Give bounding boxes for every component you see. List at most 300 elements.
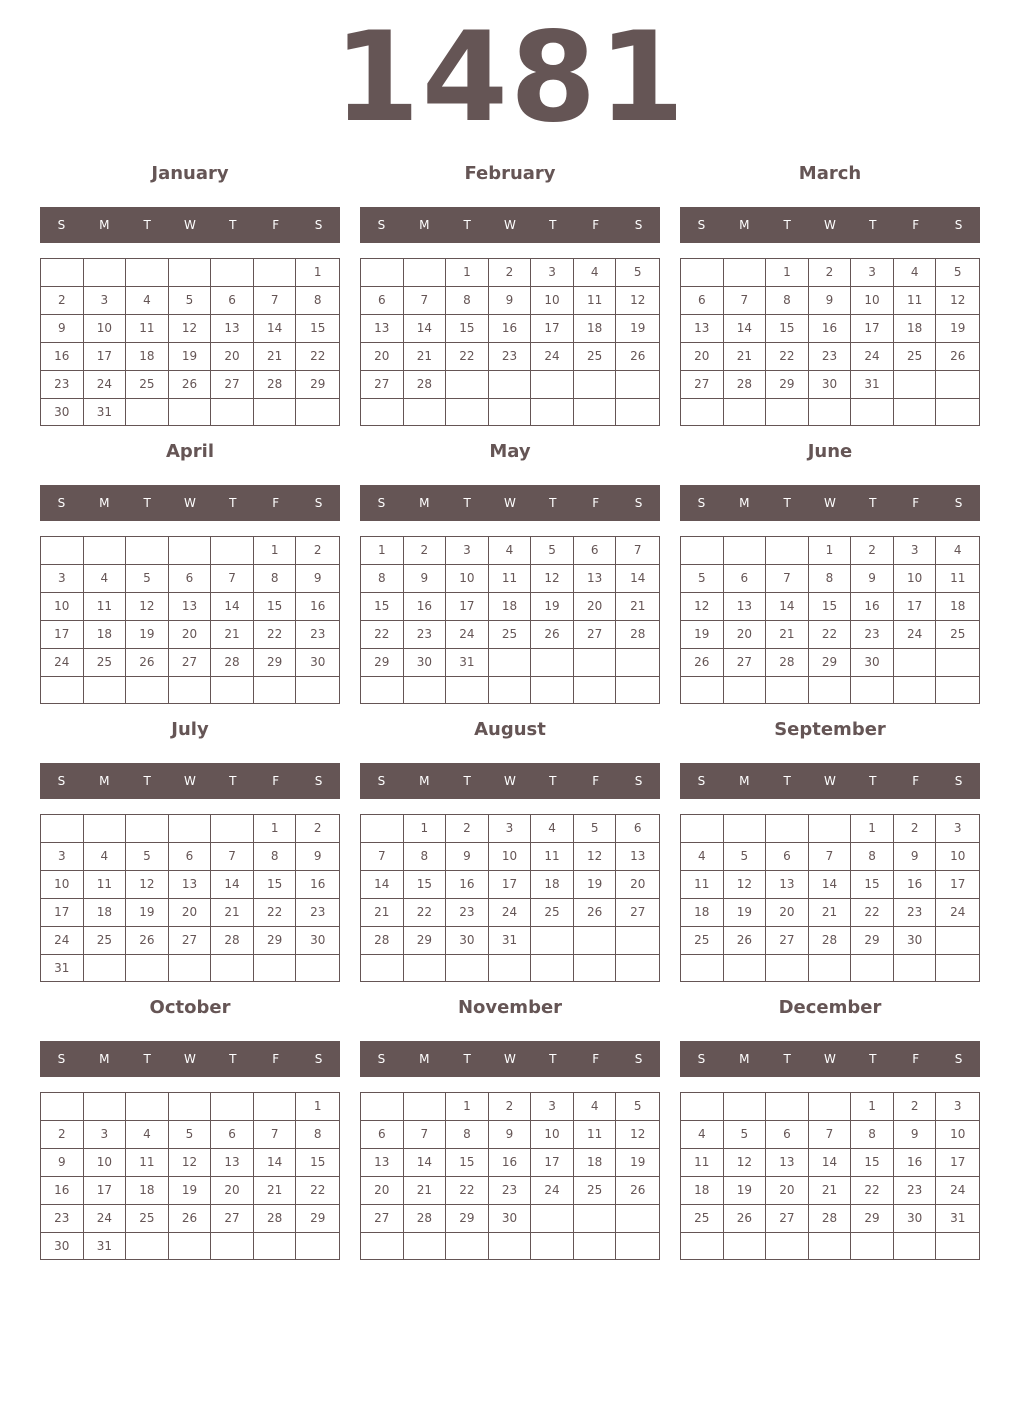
empty-cell [894, 399, 937, 425]
day-cell: 25 [126, 1205, 169, 1233]
day-cell: 21 [361, 899, 404, 927]
day-cell: 10 [489, 843, 532, 871]
day-cell: 7 [766, 565, 809, 593]
day-cell: 10 [41, 593, 84, 621]
empty-cell [851, 399, 894, 425]
day-cell: 11 [894, 287, 937, 315]
empty-cell [616, 1233, 659, 1259]
day-cell: 1 [361, 537, 404, 565]
day-grid [360, 536, 660, 704]
day-cell: 5 [126, 843, 169, 871]
day-cell: 9 [296, 843, 339, 871]
weekday-label: W [504, 218, 516, 232]
empty-cell [126, 677, 169, 703]
day-cell: 22 [254, 899, 297, 927]
day-cell: 21 [766, 621, 809, 649]
day-cell: 24 [936, 899, 979, 927]
empty-cell [894, 649, 937, 677]
weekday-label: M [419, 218, 430, 232]
empty-cell [531, 371, 574, 399]
day-cell: 28 [211, 649, 254, 677]
empty-cell [296, 399, 339, 426]
day-cell: 26 [616, 1177, 659, 1205]
day-cell: 8 [851, 843, 894, 871]
day-cell: 9 [446, 843, 489, 871]
weekday-label: F [272, 1052, 280, 1066]
day-cell: 13 [211, 315, 254, 343]
day-cell: 10 [84, 1149, 127, 1177]
day-cell: 13 [574, 565, 617, 593]
empty-cell [574, 677, 617, 703]
day-cell: 26 [531, 621, 574, 649]
day-cell: 4 [126, 287, 169, 315]
day-cell: 27 [211, 1205, 254, 1233]
day-cell: 2 [851, 537, 894, 565]
day-cell: 16 [446, 871, 489, 899]
empty-cell [126, 955, 169, 982]
weekday-header [40, 207, 340, 243]
day-cell: 7 [211, 565, 254, 593]
weekday-label: W [824, 218, 836, 232]
day-cell: 20 [724, 621, 767, 649]
empty-cell [254, 1233, 297, 1260]
month-name: October [149, 997, 231, 1018]
weekday-label: F [912, 774, 920, 788]
day-cell: 17 [936, 1149, 979, 1177]
day-cell: 15 [254, 871, 297, 899]
day-cell: 23 [851, 621, 894, 649]
day-cell: 1 [296, 259, 339, 287]
day-cell: 3 [489, 815, 532, 843]
empty-cell [254, 677, 297, 703]
day-grid [40, 258, 340, 426]
day-grid [680, 814, 980, 982]
day-cell: 9 [489, 287, 532, 315]
empty-cell [936, 371, 979, 399]
day-cell: 31 [851, 371, 894, 399]
day-cell: 21 [404, 1177, 447, 1205]
day-cell: 1 [254, 537, 297, 565]
empty-cell [361, 399, 404, 425]
day-cell: 4 [681, 1121, 724, 1149]
day-cell: 17 [41, 899, 84, 927]
empty-cell [126, 815, 169, 843]
day-cell: 12 [681, 593, 724, 621]
empty-cell [724, 1093, 767, 1121]
day-cell: 5 [531, 537, 574, 565]
day-cell: 22 [404, 899, 447, 927]
day-cell: 23 [296, 621, 339, 649]
day-grid [360, 1092, 660, 1260]
empty-cell [681, 1233, 724, 1259]
day-cell: 26 [724, 1205, 767, 1233]
day-cell: 23 [809, 343, 852, 371]
empty-cell [361, 815, 404, 843]
weekday-label: W [184, 218, 196, 232]
day-cell: 30 [296, 927, 339, 955]
month-name: May [489, 441, 531, 462]
day-cell: 28 [361, 927, 404, 955]
day-cell: 5 [616, 259, 659, 287]
day-cell: 13 [766, 871, 809, 899]
day-cell: 17 [446, 593, 489, 621]
day-cell: 14 [211, 593, 254, 621]
weekday-label: W [504, 774, 516, 788]
day-cell: 21 [809, 1177, 852, 1205]
day-cell: 10 [41, 871, 84, 899]
empty-cell [126, 1093, 169, 1121]
day-cell: 1 [851, 815, 894, 843]
day-cell: 28 [809, 927, 852, 955]
weekday-label: W [184, 496, 196, 510]
weekday-label: T [229, 774, 237, 788]
empty-cell [446, 1233, 489, 1259]
day-cell: 22 [851, 899, 894, 927]
day-cell: 12 [126, 871, 169, 899]
day-cell: 2 [296, 537, 339, 565]
day-cell: 1 [254, 815, 297, 843]
day-grid [40, 536, 340, 704]
day-cell: 2 [296, 815, 339, 843]
empty-cell [169, 815, 212, 843]
weekday-header [680, 207, 980, 243]
weekday-label: T [549, 496, 557, 510]
empty-cell [404, 677, 447, 703]
day-cell: 20 [616, 871, 659, 899]
day-cell: 31 [84, 399, 127, 426]
empty-cell [724, 955, 767, 981]
day-cell: 28 [766, 649, 809, 677]
empty-cell [616, 649, 659, 677]
day-cell: 7 [809, 1121, 852, 1149]
empty-cell [574, 399, 617, 425]
day-cell: 28 [724, 371, 767, 399]
day-cell: 7 [254, 1121, 297, 1149]
day-cell: 26 [169, 371, 212, 399]
weekday-label: S [377, 496, 386, 510]
day-cell: 5 [574, 815, 617, 843]
empty-cell [446, 399, 489, 425]
empty-cell [361, 955, 404, 981]
day-cell: 8 [296, 287, 339, 315]
day-cell: 7 [616, 537, 659, 565]
weekday-label: M [739, 496, 750, 510]
day-cell: 3 [936, 815, 979, 843]
day-cell: 2 [809, 259, 852, 287]
empty-cell [681, 537, 724, 565]
empty-cell [169, 537, 212, 565]
day-cell: 6 [766, 1121, 809, 1149]
day-cell: 23 [41, 1205, 84, 1233]
empty-cell [936, 677, 979, 703]
day-grid [360, 814, 660, 982]
weekday-label: S [57, 218, 66, 232]
empty-cell [724, 1233, 767, 1259]
day-cell: 25 [126, 371, 169, 399]
empty-cell [724, 399, 767, 425]
day-cell: 8 [446, 287, 489, 315]
day-cell: 29 [254, 927, 297, 955]
weekday-label: M [99, 774, 110, 788]
day-cell: 24 [936, 1177, 979, 1205]
empty-cell [489, 955, 532, 981]
day-cell: 28 [404, 371, 447, 399]
day-cell: 5 [681, 565, 724, 593]
day-cell: 21 [211, 899, 254, 927]
day-cell: 18 [936, 593, 979, 621]
day-cell: 11 [84, 871, 127, 899]
day-cell: 12 [574, 843, 617, 871]
empty-cell [681, 815, 724, 843]
weekday-label: W [824, 774, 836, 788]
weekday-header [680, 763, 980, 799]
empty-cell [766, 1233, 809, 1259]
weekday-label: T [549, 1052, 557, 1066]
day-cell: 24 [41, 649, 84, 677]
day-cell: 15 [296, 1149, 339, 1177]
weekday-label: T [783, 218, 791, 232]
day-cell: 19 [126, 621, 169, 649]
day-cell: 6 [766, 843, 809, 871]
day-cell: 7 [724, 287, 767, 315]
day-cell: 16 [41, 1177, 84, 1205]
empty-cell [41, 677, 84, 703]
day-cell: 16 [809, 315, 852, 343]
day-cell: 29 [296, 371, 339, 399]
day-cell: 27 [211, 371, 254, 399]
empty-cell [766, 677, 809, 703]
weekday-label: T [463, 496, 471, 510]
day-cell: 8 [766, 287, 809, 315]
day-cell: 11 [126, 1149, 169, 1177]
day-cell: 9 [404, 565, 447, 593]
day-cell: 28 [254, 1205, 297, 1233]
day-cell: 14 [404, 315, 447, 343]
empty-cell [446, 955, 489, 981]
empty-cell [404, 1233, 447, 1259]
empty-cell [126, 259, 169, 287]
day-cell: 18 [894, 315, 937, 343]
day-cell: 4 [574, 259, 617, 287]
empty-cell [296, 1233, 339, 1260]
weekday-header [40, 1041, 340, 1077]
day-cell: 24 [41, 927, 84, 955]
month-name: March [798, 163, 862, 184]
day-cell: 30 [296, 649, 339, 677]
day-cell: 14 [361, 871, 404, 899]
weekday-header [680, 485, 980, 521]
day-cell: 17 [936, 871, 979, 899]
day-cell: 14 [616, 565, 659, 593]
day-cell: 2 [404, 537, 447, 565]
weekday-header [360, 207, 660, 243]
day-cell: 2 [41, 287, 84, 315]
empty-cell [894, 677, 937, 703]
day-cell: 7 [361, 843, 404, 871]
day-cell: 15 [766, 315, 809, 343]
empty-cell [766, 399, 809, 425]
day-cell: 15 [404, 871, 447, 899]
day-cell: 6 [211, 1121, 254, 1149]
day-cell: 17 [894, 593, 937, 621]
weekday-label: S [634, 496, 643, 510]
day-cell: 27 [681, 371, 724, 399]
day-cell: 13 [169, 593, 212, 621]
weekday-label: T [143, 1052, 151, 1066]
day-cell: 19 [936, 315, 979, 343]
day-cell: 8 [446, 1121, 489, 1149]
empty-cell [531, 927, 574, 955]
day-cell: 7 [254, 287, 297, 315]
day-cell: 1 [404, 815, 447, 843]
day-cell: 1 [809, 537, 852, 565]
empty-cell [574, 649, 617, 677]
day-cell: 19 [169, 1177, 212, 1205]
day-cell: 3 [851, 259, 894, 287]
empty-cell [169, 399, 212, 426]
day-cell: 12 [724, 871, 767, 899]
day-cell: 21 [724, 343, 767, 371]
day-cell: 11 [489, 565, 532, 593]
day-cell: 11 [681, 1149, 724, 1177]
empty-cell [446, 677, 489, 703]
day-cell: 6 [724, 565, 767, 593]
day-cell: 25 [936, 621, 979, 649]
weekday-label: T [143, 218, 151, 232]
month-name: January [151, 163, 229, 184]
empty-cell [84, 815, 127, 843]
empty-cell [616, 927, 659, 955]
day-cell: 31 [446, 649, 489, 677]
weekday-label: T [783, 496, 791, 510]
day-cell: 10 [851, 287, 894, 315]
empty-cell [211, 537, 254, 565]
day-cell: 12 [936, 287, 979, 315]
empty-cell [169, 955, 212, 982]
day-cell: 2 [489, 1093, 532, 1121]
empty-cell [616, 371, 659, 399]
day-cell: 28 [211, 927, 254, 955]
weekday-label: T [869, 774, 877, 788]
weekday-label: W [824, 1052, 836, 1066]
day-cell: 24 [446, 621, 489, 649]
day-cell: 2 [489, 259, 532, 287]
weekday-label: W [184, 1052, 196, 1066]
empty-cell [894, 955, 937, 981]
empty-cell [574, 1233, 617, 1259]
day-cell: 26 [936, 343, 979, 371]
day-cell: 18 [126, 1177, 169, 1205]
day-cell: 20 [574, 593, 617, 621]
day-cell: 11 [681, 871, 724, 899]
weekday-label: M [99, 496, 110, 510]
weekday-label: F [912, 496, 920, 510]
empty-cell [489, 1233, 532, 1259]
day-cell: 20 [169, 899, 212, 927]
day-cell: 14 [254, 1149, 297, 1177]
day-cell: 10 [531, 1121, 574, 1149]
month-name: July [171, 719, 209, 740]
day-cell: 12 [616, 1121, 659, 1149]
weekday-label: S [57, 774, 66, 788]
day-cell: 19 [724, 1177, 767, 1205]
day-cell: 24 [84, 1205, 127, 1233]
day-cell: 27 [169, 927, 212, 955]
day-cell: 6 [169, 843, 212, 871]
empty-cell [404, 259, 447, 287]
day-cell: 17 [851, 315, 894, 343]
day-cell: 27 [616, 899, 659, 927]
day-cell: 6 [211, 287, 254, 315]
day-cell: 27 [361, 371, 404, 399]
day-cell: 20 [211, 343, 254, 371]
day-cell: 4 [936, 537, 979, 565]
day-cell: 1 [446, 1093, 489, 1121]
day-cell: 27 [361, 1205, 404, 1233]
day-cell: 18 [574, 315, 617, 343]
day-cell: 23 [296, 899, 339, 927]
day-cell: 23 [894, 1177, 937, 1205]
day-cell: 27 [766, 1205, 809, 1233]
empty-cell [254, 1093, 297, 1121]
day-cell: 18 [681, 1177, 724, 1205]
day-cell: 29 [446, 1205, 489, 1233]
empty-cell [724, 815, 767, 843]
day-cell: 4 [126, 1121, 169, 1149]
day-cell: 15 [254, 593, 297, 621]
day-cell: 1 [296, 1093, 339, 1121]
day-grid [40, 1092, 340, 1260]
day-cell: 25 [574, 343, 617, 371]
day-cell: 10 [894, 565, 937, 593]
weekday-label: W [504, 496, 516, 510]
day-cell: 6 [361, 1121, 404, 1149]
weekday-label: T [783, 774, 791, 788]
day-cell: 11 [574, 1121, 617, 1149]
day-cell: 3 [531, 1093, 574, 1121]
day-cell: 17 [84, 1177, 127, 1205]
weekday-label: F [592, 1052, 600, 1066]
empty-cell [681, 399, 724, 425]
day-cell: 13 [724, 593, 767, 621]
empty-cell [936, 927, 979, 955]
weekday-label: T [783, 1052, 791, 1066]
day-cell: 26 [724, 927, 767, 955]
weekday-label: S [954, 496, 963, 510]
day-cell: 29 [254, 649, 297, 677]
empty-cell [41, 815, 84, 843]
weekday-label: T [229, 1052, 237, 1066]
empty-cell [809, 677, 852, 703]
day-cell: 4 [84, 565, 127, 593]
day-cell: 10 [531, 287, 574, 315]
day-cell: 22 [254, 621, 297, 649]
day-cell: 11 [126, 315, 169, 343]
day-cell: 13 [361, 315, 404, 343]
empty-cell [531, 1205, 574, 1233]
day-cell: 30 [894, 927, 937, 955]
weekday-label: S [954, 218, 963, 232]
day-cell: 30 [489, 1205, 532, 1233]
day-cell: 25 [574, 1177, 617, 1205]
day-cell: 24 [531, 343, 574, 371]
day-cell: 4 [84, 843, 127, 871]
weekday-label: S [314, 774, 323, 788]
empty-cell [126, 537, 169, 565]
day-cell: 20 [766, 899, 809, 927]
day-cell: 27 [574, 621, 617, 649]
day-cell: 8 [851, 1121, 894, 1149]
